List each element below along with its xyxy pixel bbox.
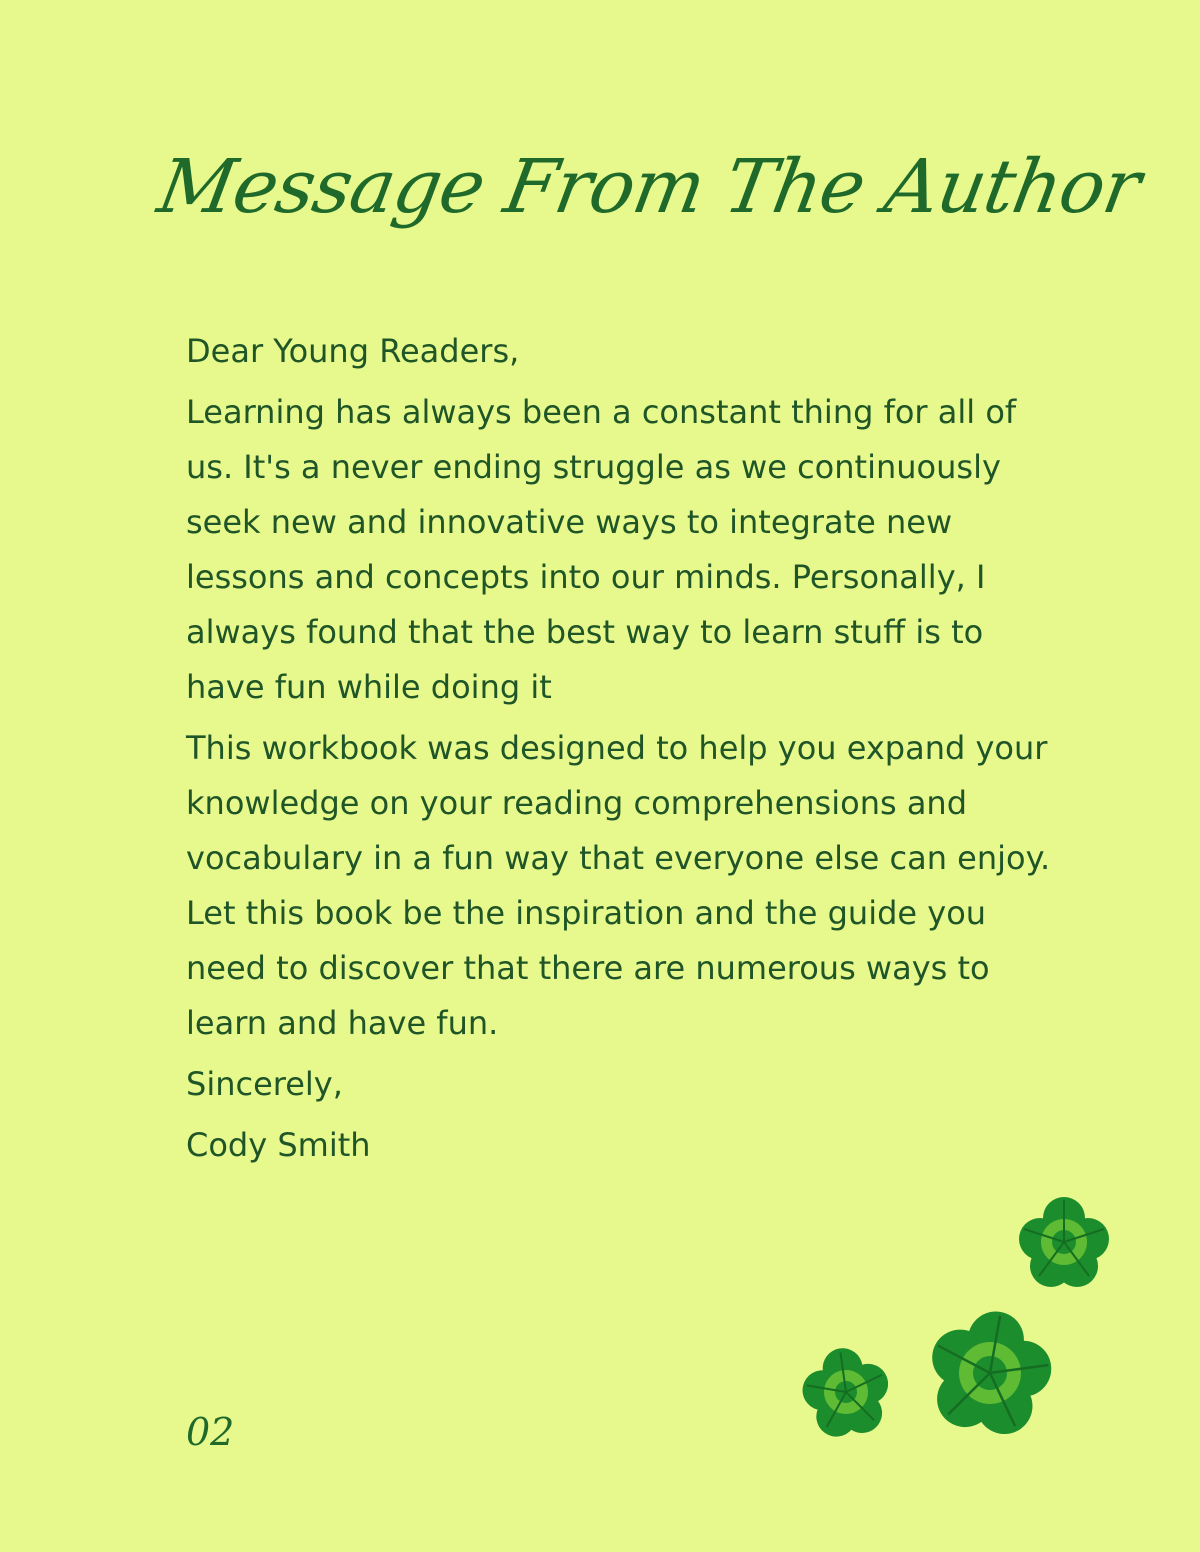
letter-body bbox=[186, 324, 1066, 1173]
paragraph-1: Learning has always been a constant thing for all of us. It's a never ending struggle as we continuously seek new and innovative ways to integrate new lessons and concepts into our minds. Personally, I always found that the best way to learn stuff is to have fun while doing it bbox=[186, 393, 1017, 706]
clover-icon bbox=[1005, 1188, 1123, 1296]
clover-icon bbox=[790, 1338, 902, 1446]
salutation: Dear Young Readers, bbox=[186, 332, 520, 370]
signature: Cody Smith bbox=[186, 1126, 371, 1164]
page-number: 02 bbox=[186, 1410, 235, 1454]
page-title: Message From The Author bbox=[151, 144, 1147, 230]
closing: Sincerely, bbox=[186, 1065, 343, 1103]
clover-icon bbox=[915, 1298, 1065, 1448]
paragraph-2: This workbook was designed to help you expand your knowledge on your reading comprehensions and vocabulary in a fun way that everyone else can enjoy. Let this book be the inspiration and the guide you need to discover that there are numerous ways to learn and have fun. bbox=[186, 729, 1051, 1042]
